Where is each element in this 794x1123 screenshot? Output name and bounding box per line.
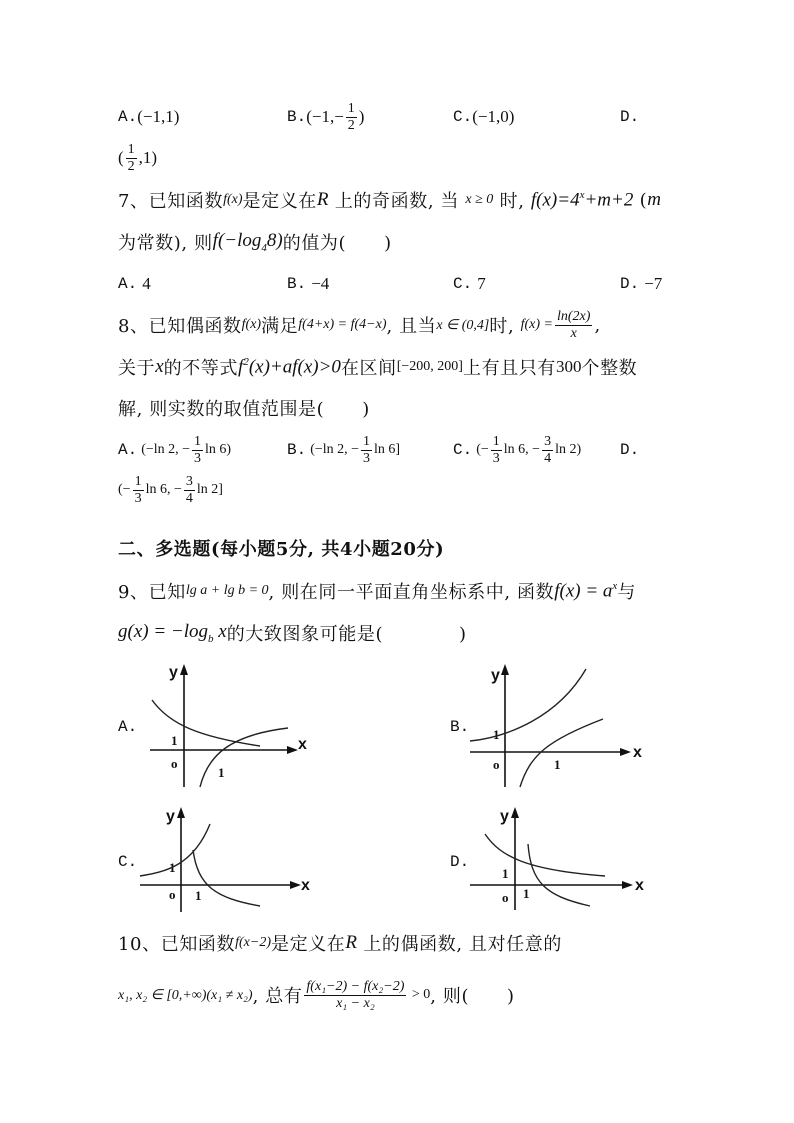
fraction-denominator: 3 — [194, 450, 202, 466]
math-count: 300 — [555, 357, 582, 376]
origin-label: o — [169, 887, 176, 902]
q7-option-b — [287, 264, 329, 304]
stem-text: , 总有 — [252, 986, 303, 1007]
q7-option-c — [453, 264, 486, 304]
fraction-denominator: 3 — [134, 490, 142, 506]
option-label: B. — [287, 441, 307, 459]
question-number: 9、 — [118, 582, 149, 603]
fraction-denominator: 4 — [185, 490, 193, 506]
exp-curve — [152, 700, 260, 746]
q6-option-d — [620, 97, 639, 137]
graph-c — [135, 800, 315, 920]
y-tick-label: 1 — [493, 727, 500, 742]
origin-label: o — [493, 757, 500, 772]
inequality-square: 2 — [243, 355, 249, 368]
graph-b — [448, 655, 648, 790]
fraction — [133, 474, 144, 507]
option-value-mid: ln 6, − — [503, 442, 541, 457]
q6-option-b — [287, 97, 364, 137]
math-fx: f(x) — [223, 192, 243, 207]
fraction-denominator: 3 — [492, 450, 500, 466]
inequality-f: f — [238, 356, 244, 378]
math-fx: f(x−2) — [235, 935, 271, 950]
fraction-numerator: 3 — [185, 473, 193, 489]
fraction-numerator: 1 — [347, 100, 355, 116]
option-value-pre: (−ln 2, − — [310, 442, 360, 457]
q6-option-d-value — [118, 138, 157, 178]
graph-d-label: D. — [450, 853, 470, 871]
x-arrow-icon — [290, 881, 301, 889]
math-domain: R — [316, 189, 329, 210]
option-value: −4 — [311, 274, 330, 293]
q6-option-a — [118, 97, 179, 137]
y-axis-label: y — [500, 808, 509, 825]
stem-text: ( — [633, 189, 648, 211]
stem-text: , 且当 — [386, 316, 437, 337]
x-axis-label: x — [635, 877, 644, 894]
stem-text: 时, — [489, 316, 521, 337]
q8-stem-line-1 — [118, 305, 601, 345]
y-tick-label: 1 — [171, 733, 178, 748]
option-label: C. — [453, 108, 473, 126]
formula-base: g(x) = −log — [118, 621, 209, 643]
math-interval: [−200, 200] — [396, 359, 463, 374]
stem-text: 在区间 — [340, 358, 397, 379]
stem-text: 为常数), 则 — [118, 233, 213, 254]
option-label: D. — [620, 275, 640, 293]
log-curve — [193, 850, 260, 906]
q9-stem-line-1 — [118, 571, 636, 611]
x-tick-label: 1 — [523, 886, 530, 901]
q9-stem-line-2 — [118, 613, 467, 653]
math-fx: f(x) — [241, 317, 262, 332]
q7-option-d — [620, 264, 662, 304]
math-formula — [554, 580, 617, 602]
math-condition: x ∈ (0,4] — [436, 317, 490, 333]
option-value-pre: (− — [476, 442, 489, 457]
q8-option-a — [118, 430, 231, 470]
q8-option-d — [620, 430, 639, 470]
option-value-post: ln 2) — [555, 442, 582, 457]
option-value: 7 — [477, 274, 486, 293]
math-variables: x₁, x₂ ∈ [0,+∞)(x₁ ≠ x₂) — [118, 987, 253, 1003]
option-label: B. — [287, 275, 307, 293]
graph-d — [465, 800, 650, 920]
stem-text: 的不等式 — [163, 358, 239, 379]
option-label: D. — [620, 108, 640, 126]
option-value-pre: (−ln 2, − — [141, 442, 191, 457]
question-number: 7、 — [118, 191, 149, 212]
fraction — [346, 101, 357, 134]
q7-stem-line-1 — [118, 180, 661, 220]
y-tick-label: 1 — [169, 860, 176, 875]
y-axis-label: y — [166, 808, 175, 825]
fraction — [555, 309, 592, 342]
x-axis-label: x — [298, 736, 307, 753]
q8-option-d-value — [118, 470, 223, 510]
stem-text: , 则在同一平面直角坐标系中, 函数 — [268, 582, 555, 603]
math-formula — [531, 189, 633, 211]
option-value-pre: ( — [118, 148, 124, 167]
math-lhs: f(x) = — [520, 317, 553, 332]
question-number: 8、 — [118, 316, 149, 337]
x-tick-label: 1 — [195, 888, 202, 903]
fraction-denominator: x₁ − x₂ — [336, 995, 375, 1011]
section-heading — [118, 528, 444, 568]
x-tick-label: 1 — [218, 765, 225, 780]
fraction-numerator: ln(2x) — [557, 308, 591, 324]
stem-text: 上有且只有 — [462, 358, 556, 379]
math-formula — [118, 621, 227, 645]
option-label: C. — [453, 441, 473, 459]
fraction — [126, 142, 137, 175]
fraction-numerator: 1 — [134, 473, 142, 489]
fraction-numerator: f(x₁−2) − f(x₂−2) — [306, 978, 405, 994]
option-label: D. — [620, 441, 640, 459]
question-number: 10、 — [118, 934, 161, 955]
fraction-denominator: 2 — [347, 117, 355, 133]
y-axis-label: y — [491, 667, 500, 684]
option-value-post: ,1) — [138, 148, 158, 167]
q8-option-b — [287, 430, 400, 470]
stem-text: 与 — [617, 582, 636, 603]
y-tick-label: 1 — [502, 866, 509, 881]
option-label: A. — [118, 108, 138, 126]
stem-text: 满足 — [261, 316, 299, 337]
fraction — [184, 474, 195, 507]
stem-text: 个整数 — [581, 358, 638, 379]
fraction — [542, 434, 553, 467]
fraction-denominator: x — [570, 325, 577, 341]
option-label: A. — [118, 275, 138, 293]
q7-option-a — [118, 264, 151, 304]
option-value: 4 — [142, 274, 151, 293]
graph-c-label: C. — [118, 853, 138, 871]
q8-stem-line-2 — [118, 347, 637, 387]
q10-stem-line-1 — [118, 923, 562, 963]
y-arrow-icon — [177, 807, 185, 818]
x-arrow-icon — [287, 746, 298, 754]
option-value-pre: (− — [118, 482, 131, 497]
expression-rest: 8) — [266, 230, 283, 252]
origin-label: o — [171, 756, 178, 771]
q6-option-c — [453, 97, 514, 137]
stem-text: 已知偶函数 — [148, 316, 242, 337]
formula-rest: +m+2 — [584, 189, 634, 211]
option-value: (−1,0) — [472, 107, 515, 126]
fraction-numerator: 1 — [194, 433, 202, 449]
option-label: B. — [287, 108, 307, 126]
option-value-mid: ln 6, − — [145, 482, 182, 497]
math-inequality — [238, 356, 341, 378]
formula-base: f(x) = a — [554, 580, 613, 602]
log-base: 4 — [261, 241, 267, 254]
fraction — [491, 434, 502, 467]
option-value: −7 — [644, 274, 663, 293]
q8-option-c — [453, 430, 581, 470]
stem-text: 已知 — [148, 582, 186, 603]
y-arrow-icon — [511, 807, 519, 818]
stem-text: 解, 则实数的取值范围是( ) — [118, 399, 370, 420]
math-condition: lg a + lg b = 0 — [185, 583, 269, 598]
stem-text: , 则( ) — [430, 986, 515, 1007]
y-axis-label: y — [169, 664, 178, 681]
expression-base: f(−log — [212, 230, 262, 252]
y-arrow-icon — [180, 664, 188, 675]
fraction — [192, 434, 203, 467]
stem-text: 是定义在 — [242, 191, 317, 212]
option-label: C. — [453, 275, 473, 293]
fraction-numerator: 1 — [127, 141, 135, 157]
inequality-rest: (x)+af(x)>0 — [248, 356, 341, 378]
math-condition: x ≥ 0 — [465, 192, 494, 207]
x-axis-label: x — [633, 744, 642, 761]
math-m: m — [647, 189, 662, 210]
x-axis-label: x — [301, 877, 310, 894]
option-label: A. — [118, 441, 138, 459]
x-arrow-icon — [622, 881, 633, 889]
log-curve — [520, 719, 603, 787]
stem-text: 时, — [493, 191, 531, 212]
math-x: x — [155, 356, 164, 377]
fraction-denominator: 2 — [127, 158, 135, 174]
stem-text: 上的偶函数, 且对任意的 — [357, 934, 562, 955]
fraction-denominator: 3 — [363, 450, 371, 466]
option-value-post: ln 2] — [196, 482, 223, 497]
x-arrow-icon — [620, 748, 631, 756]
q10-stem-line-2 — [118, 975, 515, 1015]
fraction-denominator: 4 — [544, 450, 552, 466]
log-base: b — [208, 632, 214, 645]
stem-text: , — [594, 314, 601, 336]
stem-text: 的大致图象可能是( ) — [226, 624, 467, 645]
q8-stem-line-3 — [118, 388, 370, 428]
graph-b-label: B. — [450, 718, 470, 736]
log-curve — [528, 844, 590, 906]
stem-text: 已知函数 — [148, 191, 224, 212]
formula-exponent: x — [579, 188, 585, 201]
stem-text: 是定义在 — [271, 934, 346, 955]
q7-stem-line-2 — [118, 222, 392, 262]
fraction-numerator: 1 — [492, 433, 500, 449]
formula-rest: x — [213, 621, 227, 643]
math-domain: R — [345, 932, 358, 953]
stem-text: 上的奇函数, 当 — [328, 191, 466, 212]
x-tick-label: 1 — [554, 757, 561, 772]
exp-curve — [470, 669, 586, 741]
graph-a — [140, 655, 320, 790]
formula-base: f(x)=4 — [530, 189, 580, 211]
origin-label: o — [502, 890, 509, 905]
fraction — [304, 979, 406, 1012]
option-value: (−1,1) — [137, 107, 180, 126]
fraction-numerator: 3 — [544, 433, 552, 449]
fraction-numerator: 1 — [363, 433, 371, 449]
graph-a-label: A. — [118, 718, 138, 736]
math-relation: > 0 — [408, 987, 431, 1002]
math-expression — [213, 230, 283, 254]
option-value-pre: (−1,− — [306, 107, 344, 126]
math-symmetry: f(4+x) = f(4−x) — [298, 317, 387, 332]
y-arrow-icon — [501, 664, 509, 675]
fraction — [361, 434, 372, 467]
formula-exponent: x — [612, 579, 618, 592]
option-value-post: ln 6] — [374, 442, 401, 457]
stem-text: 关于 — [118, 358, 156, 379]
section-title: 二、多选题(每小题5分, 共4小题20分) — [118, 539, 445, 560]
stem-text: 已知函数 — [160, 934, 236, 955]
option-value-post: ) — [358, 107, 365, 126]
option-value-post: ln 6) — [205, 442, 232, 457]
stem-text: 的值为( ) — [282, 233, 392, 254]
